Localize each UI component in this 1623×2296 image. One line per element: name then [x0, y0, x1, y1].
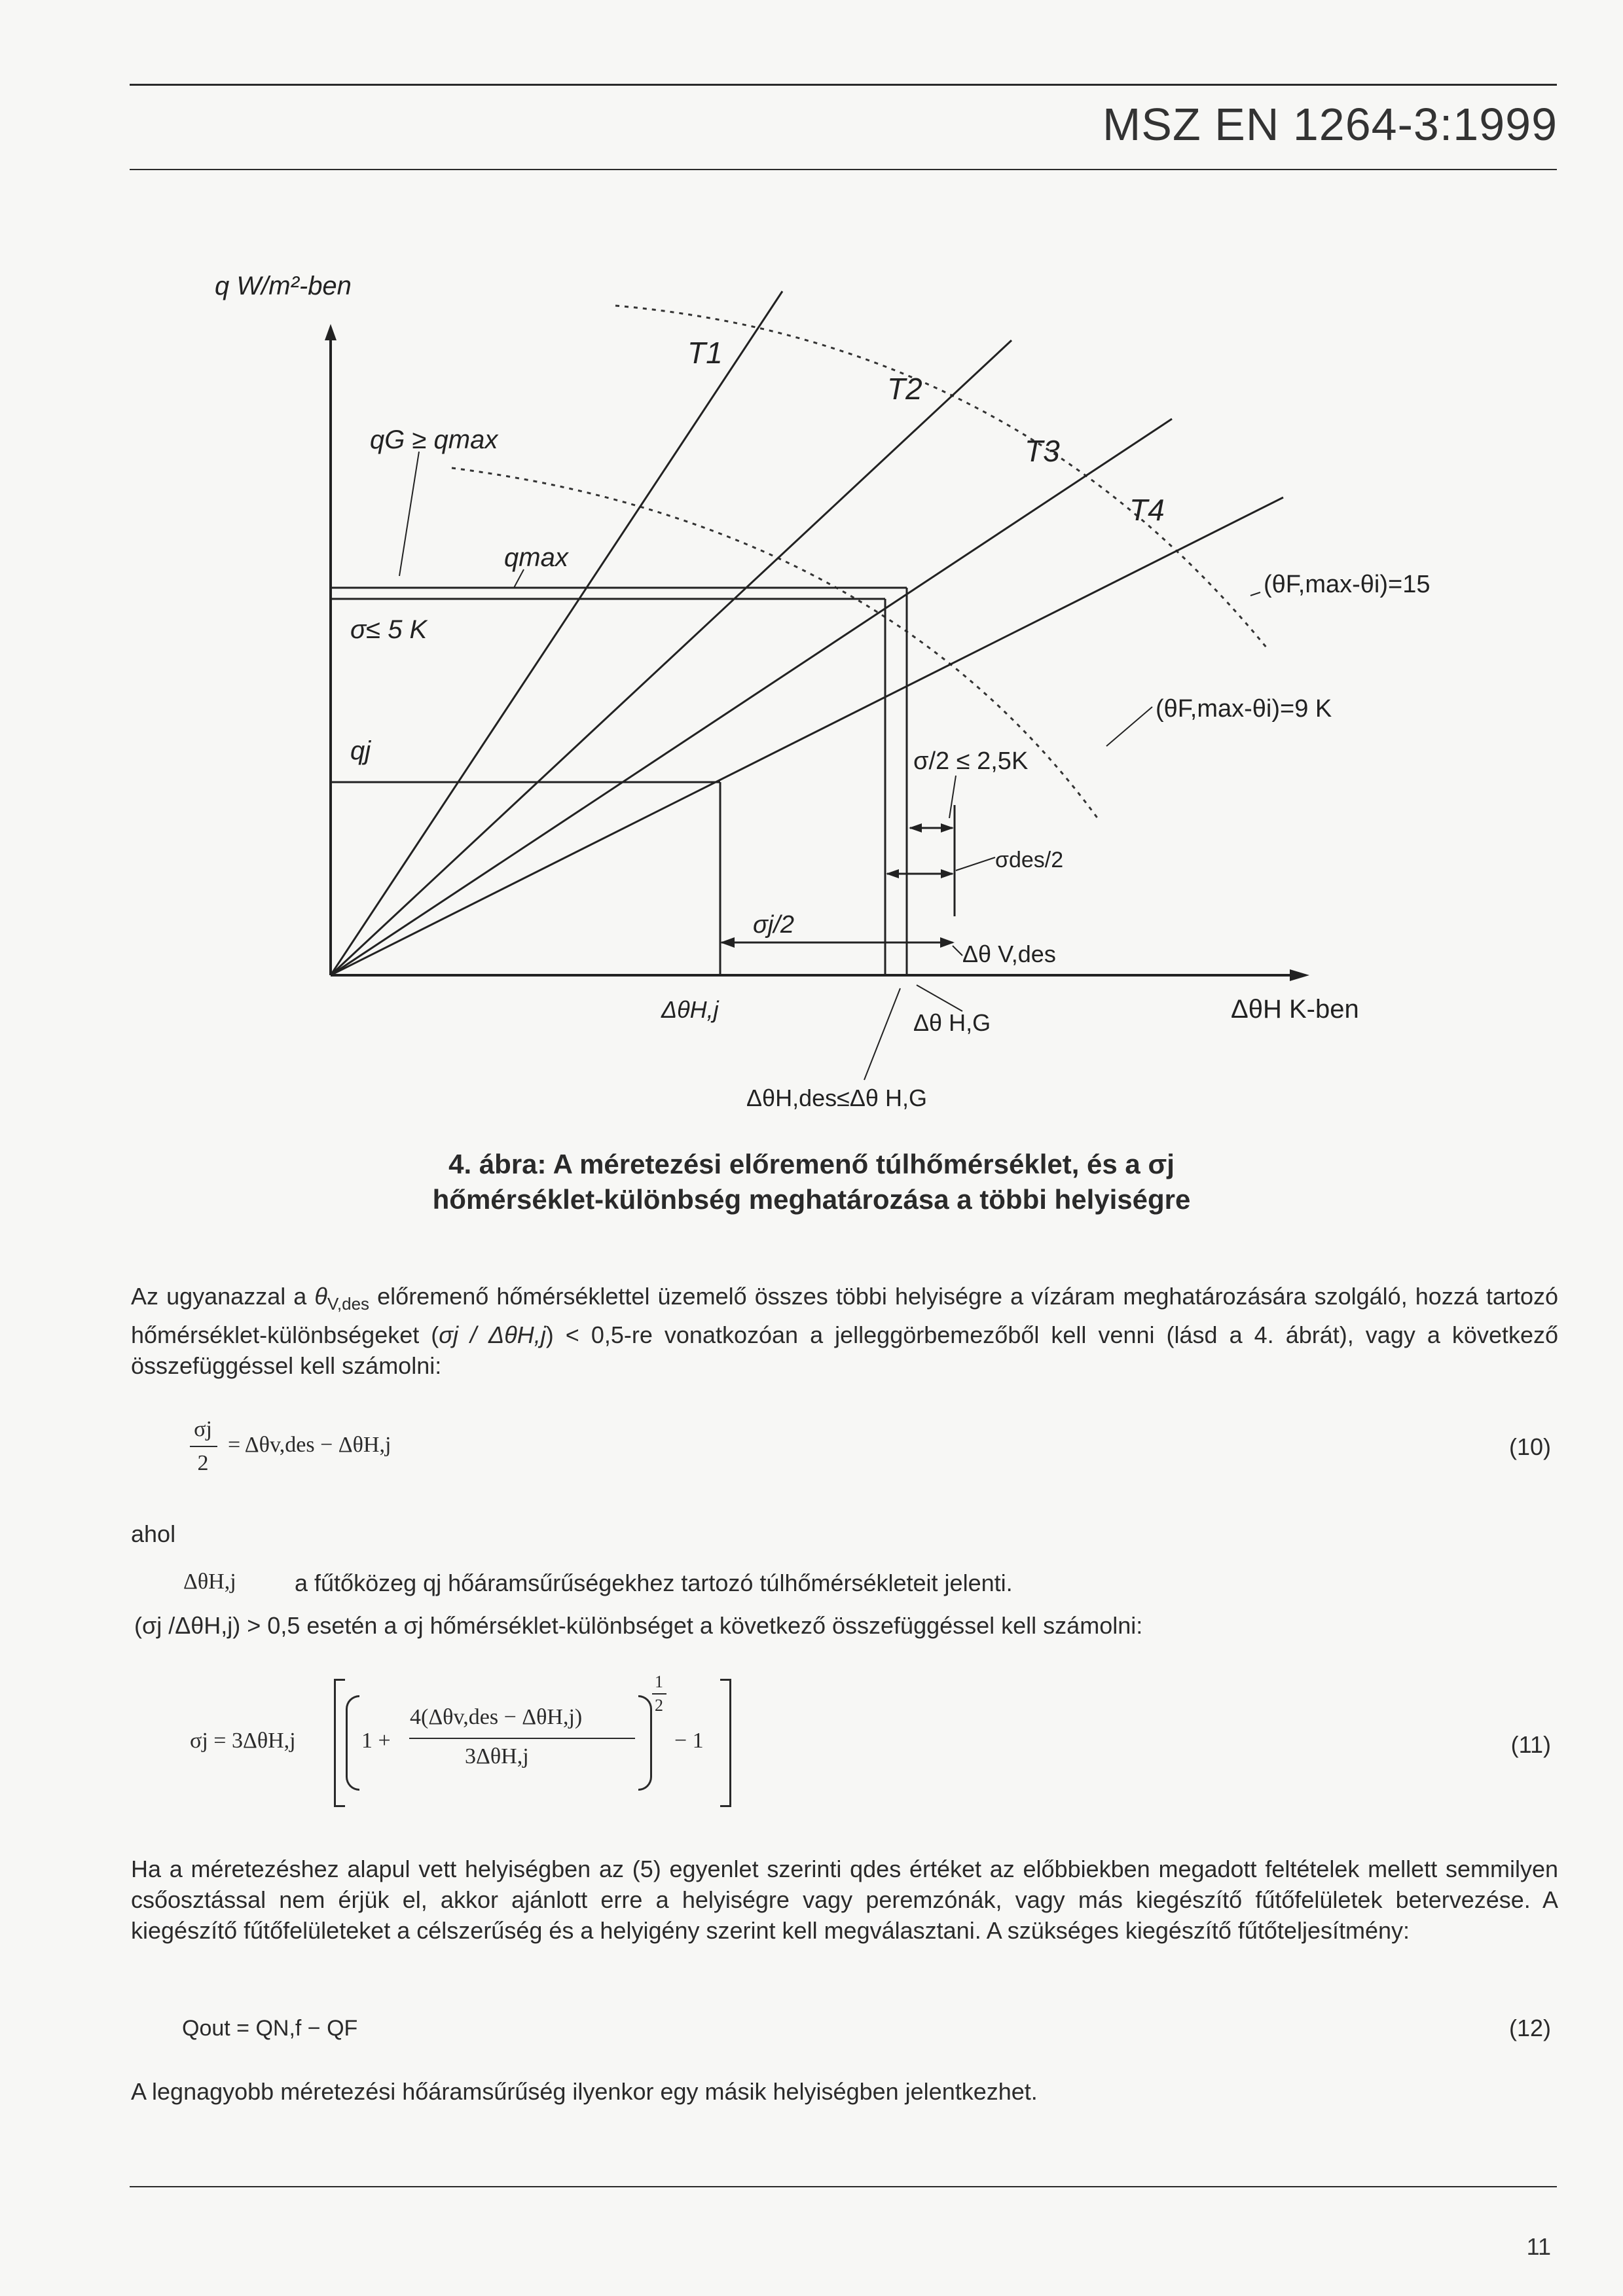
- paragraph-3: A legnagyobb méretezési hőáramsűrűség ilyenkor egy másik helyiségben jelentkezhet.: [131, 2078, 1038, 2105]
- ahol-label: ahol: [131, 1520, 176, 1547]
- definition-text: a fűtőközeg qj hőáramsűrűségekhez tartozó túlhőmérsékleteit jelenti.: [295, 1570, 1013, 1596]
- eq11-outer-bracket-right: [720, 1679, 731, 1807]
- y-axis-arrow: [325, 324, 337, 340]
- qg-leader: [399, 452, 419, 576]
- figure-caption-line-1: 4. ábra: A méretezési előremenő túlhőmérséklet, és a σj: [448, 1149, 1175, 1179]
- eq11-exp-bar: [652, 1693, 666, 1695]
- hdes-leader: [864, 988, 900, 1080]
- eq10-rhs: = Δθv,des − ΔθH,j: [228, 1433, 392, 1457]
- x-axis-arrow: [1290, 969, 1309, 981]
- line-T4: [331, 497, 1283, 975]
- definition-symbol: ΔθH,j: [183, 1570, 236, 1594]
- eq11-one-plus: 1 +: [361, 1729, 391, 1753]
- theta9-leader: [1106, 707, 1152, 746]
- label-sigma-5k: σ≤ 5 K: [350, 615, 428, 644]
- label-theta9: (θF,max-θi)=9 K: [1156, 695, 1332, 723]
- condition-line: (σj /ΔθH,j) > 0,5 esetén a σj hőmérséklet-különbséget a következő összefüggéssel kell számolni:: [134, 1612, 1143, 1639]
- eq10-fraction-bar: [190, 1446, 217, 1447]
- label-dtheta-hj: ΔθH,j: [661, 996, 719, 1023]
- label-T1: T1: [687, 336, 723, 370]
- equation-11: [190, 1666, 779, 1816]
- paragraph-2: Ha a méretezéshez alapul vett helyiségben az (5) egyenlet szerinti qdes értéket az előbbiekben megadott feltételek mellett semmilyen csőosztással nem érjük el, akkor ajánlott erre a helyiségre vagy peremzónák, vagy más kiegészítő fűtőfelületek betervezése. A kiegészítő fűtőfelületeket a célszerűség és a helyigény szerint kell megválasztani. A szükséges kiegészítő fűtőteljesítmény:: [131, 1856, 1558, 1944]
- label-T4: T4: [1129, 493, 1165, 527]
- qmax-leader: [514, 569, 524, 588]
- standard-code: MSZ EN 1264-3:1999: [1102, 99, 1558, 150]
- label-T3: T3: [1025, 434, 1060, 468]
- page-number: 11: [1526, 2233, 1551, 2260]
- hg-leader: [917, 985, 962, 1011]
- label-dtheta-hdes: ΔθH,des≤Δθ H,G: [746, 1085, 927, 1111]
- label-qg-qmax: qG ≥ qmax: [370, 425, 498, 454]
- label-qmax: qmax: [504, 543, 568, 572]
- label-sigma-des: σdes/2: [995, 848, 1064, 872]
- eq11-number: (11): [1510, 1731, 1551, 1758]
- theta15-leader: [1250, 592, 1260, 596]
- eq11-lhs: σj = 3ΔθH,j: [190, 1729, 296, 1753]
- eq11-denominator: 3ΔθH,j: [465, 1744, 529, 1768]
- eq10-number: (10): [1508, 1433, 1551, 1460]
- label-dtheta-hg: Δθ H,G: [913, 1009, 991, 1036]
- figure-caption-line-2: hőmérséklet-különbség meghatározása a többi helyiségre: [432, 1184, 1191, 1215]
- label-qj: qj: [350, 736, 371, 765]
- label-theta15: (θF,max-θi)=15: [1264, 571, 1431, 598]
- sigma-des-leader: [956, 857, 995, 870]
- equation-12: Qout = QN,f − QF: [182, 2016, 358, 2041]
- vdes-leader: [953, 946, 962, 956]
- eq12-number: (12): [1508, 2015, 1551, 2041]
- label-dtheta-vdes: Δθ V,des: [962, 941, 1056, 967]
- label-sigmaj-half: σj/2: [753, 911, 795, 939]
- line-T3: [331, 419, 1172, 975]
- x-axis-label: ΔθH K-ben: [1231, 995, 1359, 1024]
- eq11-fraction-bar: [409, 1738, 635, 1739]
- eq11-inner-paren-left: [346, 1695, 359, 1791]
- figure-4-diagram: [0, 0, 1623, 1113]
- eq10-numerator: σj: [194, 1417, 212, 1441]
- eq11-outer-bracket-left: [334, 1679, 345, 1807]
- eq11-numerator: 4(Δθv,des − ΔθH,j): [410, 1705, 583, 1729]
- paragraph-1: Az ugyanazzal a $\theta_{V,des}$ előremenő hőmérséklettel üzemelő összes többi helyiségre a vízáram meghatározására szolgáló, hozzá tartozó hőmérséklet-különbségeket (σj / ΔθH,j) < 0,5-re vonatkozóan a jelleggörbemezőből kell venni (lásd a 4. ábrát), vagy a következő összefüggéssel kell számolni:: [131, 1283, 1559, 1380]
- y-axis-label: q W/m²-ben: [215, 272, 352, 300]
- label-sigma-half: σ/2 ≤ 2,5K: [913, 747, 1029, 775]
- footer-rule: [130, 2186, 1557, 2187]
- eq11-exp-num: 1: [655, 1672, 663, 1691]
- eq10-denominator: 2: [197, 1451, 209, 1475]
- eq11-exp-den: 2: [655, 1696, 663, 1715]
- label-T2: T2: [887, 372, 922, 406]
- eq11-inner-paren-right: [638, 1695, 652, 1791]
- equation-10: [190, 1417, 452, 1489]
- eq11-minus-one: − 1: [674, 1729, 704, 1753]
